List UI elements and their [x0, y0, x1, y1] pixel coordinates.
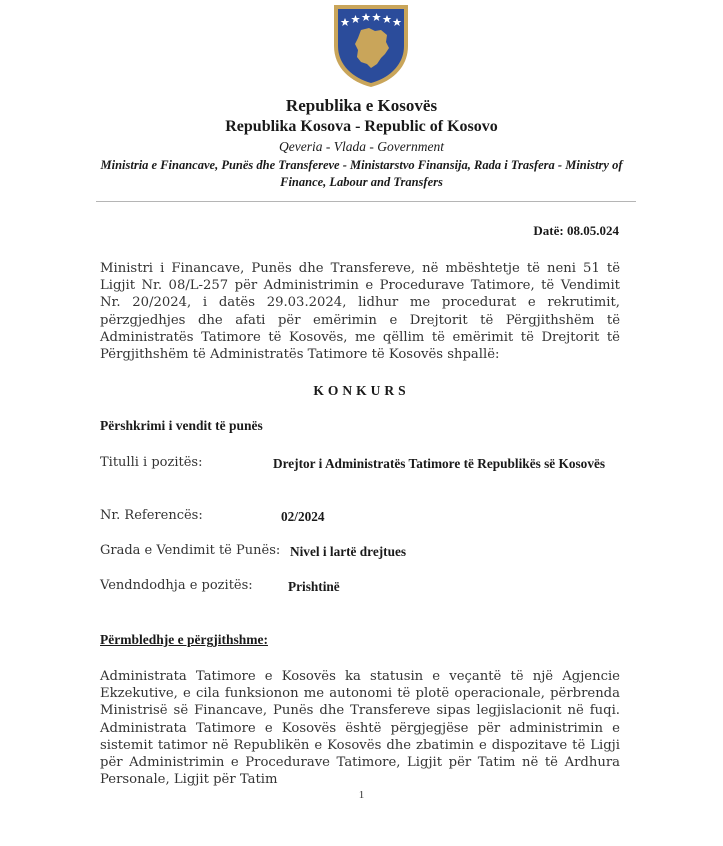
reference-number-value: 02/2024 [281, 509, 325, 524]
republic-multilingual-title: Republika Kosova - Republic of Kosovo [225, 118, 498, 135]
summary-paragraph: Administrata Tatimore e Kosovës ka statusin e veçantë të një Agjencie Ekzekutive, e cila funksionon me autonomi të plotë operacionale, përbrenda Ministrisë së Financave, Punës dhe Transfereve sipas legjislacionit në fuqi. Administrata Tatimore e Kosovës është përgjegjëse për administrimin e sistemit tatimor në Republikën e Kosovës dhe zbatimin e dispozitave të Ligji për Administrimin e Procedurave Tatimore, Ligjit për Tatim në të Ardhura Personale, Ligjit për Tatim [100, 669, 620, 788]
document-date: Datë: 08.05.024 [533, 223, 619, 238]
page-number: 1 [358, 789, 365, 801]
document-title: KONKURS [313, 383, 410, 398]
grade-label: Grada e Vendimit të Punës: [100, 543, 281, 558]
summary-heading: Përmbledhje e përgjithshme: [100, 632, 268, 647]
republic-title: Republika e Kosovës [285, 96, 438, 115]
description-heading: Përshkrimi i vendit të punës [100, 418, 263, 433]
location-label: Vendndodhja e pozitës: [100, 578, 253, 593]
location-value: Prishtinë [288, 579, 340, 594]
position-title-value: Drejtor i Administratës Tatimore të Republikës së Kosovës [273, 456, 606, 471]
ministry-line: Ministria e Financave, Punës dhe Transfereve - Ministarstvo Finansija, Rada i Trasfera - Ministry of Finance, Labour and Transfers [100, 158, 623, 189]
grade-value: Nivel i lartë drejtues [290, 544, 407, 559]
intro-paragraph: Ministri i Financave, Punës dhe Transfereve, në mbështetje të neni 51 të Ligjit Nr. 08/L-257 për Administrimin e Procedurave Tatimore, të Vendimit Nr. 20/2024, i datës 29.03.2024, lidhur me procedurat e rekrutimit, përzgjedhjes dhe afati për emërimin e Drejtorit të Përgjithshëm të Administratës Tatimore të Kosovës, me qëllim të emërimit të Drejtorit të Përgjithshëm të Administratës Tatimore të Kosovës shpallë: [100, 261, 620, 363]
government-line: Qeveria - Vlada - Government [279, 139, 444, 154]
reference-number-label: Nr. Referencës: [100, 508, 203, 523]
position-title-label: Titulli i pozitës: [100, 455, 203, 470]
header-divider [96, 201, 636, 202]
kosovo-coat-of-arms-icon [331, 2, 411, 88]
